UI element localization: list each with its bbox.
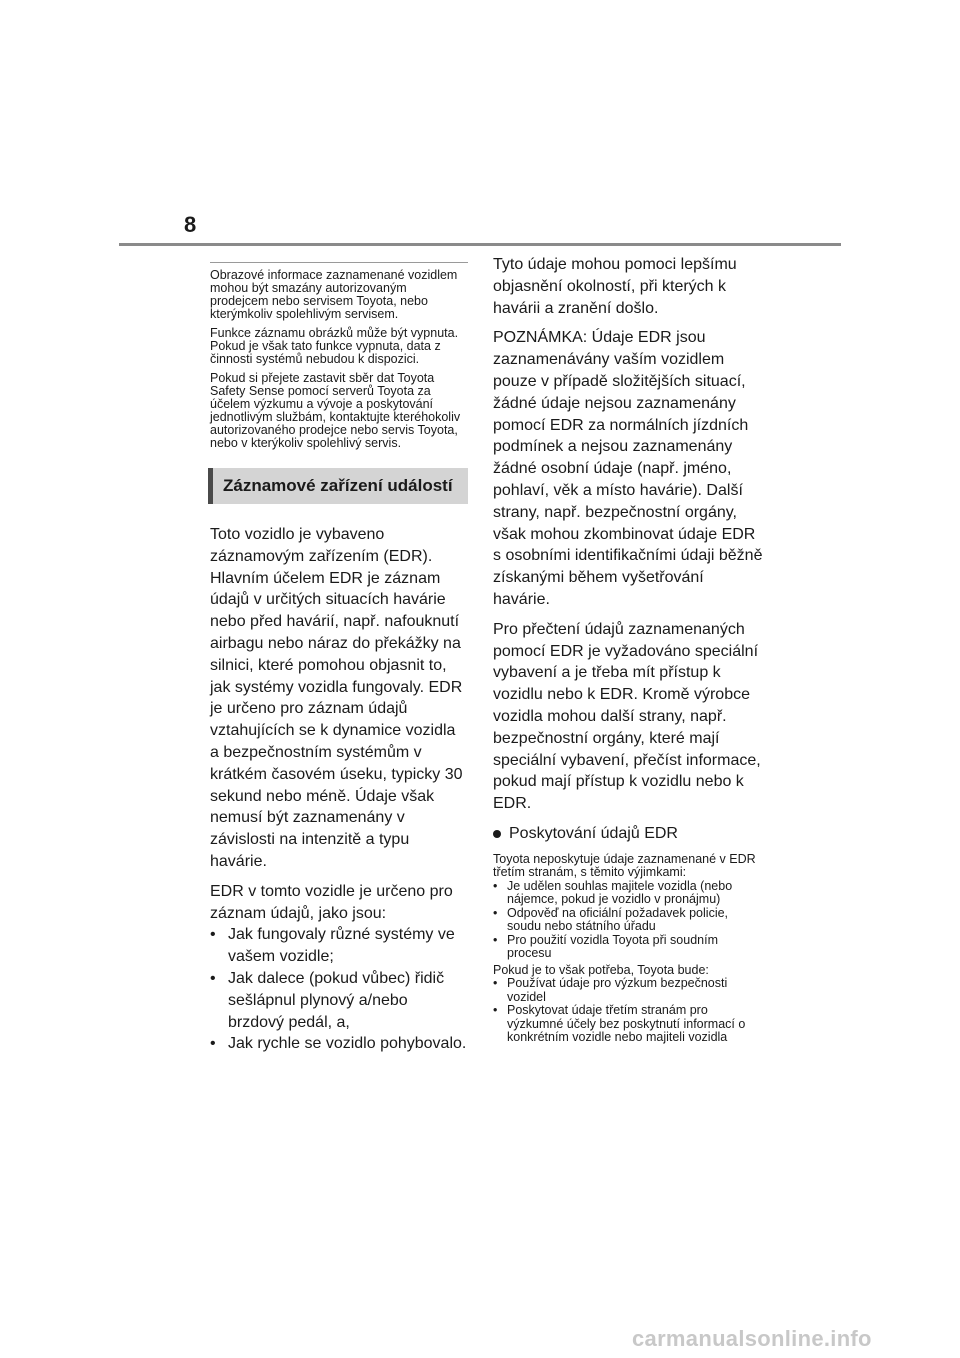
bullet-dot-icon: [493, 830, 501, 838]
header-divider: [119, 243, 841, 246]
body-paragraph: Pro přečtení údajů zaznamenaných pomocí EDR je vyžadováno speciální vybavení a je třeba mít přístup k vozidlu nebo k EDR. Kromě výrobce vozidla mohou další strany, např. bezpečnostní orgány, které mají speciální vybavení, přečíst informace, pokud mají přístup k vozidlu nebo k EDR.: [493, 620, 761, 813]
list-item: • Odpověď na oficiální požadavek policie, soudu nebo státního úřadu: [493, 907, 763, 934]
list-item: • Jak fungovaly různé systémy ve vašem vozidle;: [210, 924, 468, 968]
edr-data-list: [210, 924, 468, 1055]
edr-data-paragraph: EDR v tomto vozidle je určeno pro záznam údajů, jako jsou:: [210, 882, 453, 922]
subheading-text: Poskytování údajů EDR: [509, 824, 678, 842]
note-edr-paragraph: POZNÁMKA: Údaje EDR jsou zaznamenávány vaším vozidlem pouze v případě složitějších situací, žádné údaje nejsou zaznamenány pomocí EDR za normálních jízdních podmínek a nejsou zaznamenány žádné osobní údaje (např. jméno, pohlaví, věk a místo havárie). Další strany, např. bezpečnostní orgány, však mohou zkombinovat údaje EDR s osobními identifikačními údaji běžně získanými během vyšetřování havárie.: [493, 329, 763, 608]
disclosure-list: [493, 880, 763, 961]
body-paragraph: Tyto údaje mohou pomoci lepšímu objasnění okolností, při kterých k havárii a zranění došlo.: [493, 256, 737, 317]
list-item: • Pro použití vozidla Toyota při soudním procesu: [493, 934, 763, 961]
list-item: • Jak rychle se vozidlo pohybovalo.: [210, 1033, 468, 1055]
toyota-intro: Pokud je to však potřeba, Toyota bude:: [493, 962, 709, 977]
toyota-list: [493, 977, 763, 1045]
list-item: • Poskytovat údaje třetím stranám pro výzkumné účely bez poskytnutí informací o konkrétním vozidle nebo majiteli vozidla: [493, 1004, 763, 1045]
list-item: • Je udělen souhlas majitele vozidla (nebo nájemce, pokud je vozidlo v pronájmu): [493, 880, 763, 907]
section-title: Záznamové zařízení událostí: [208, 468, 468, 504]
disclosure-intro: Toyota neposkytuje údaje zaznamenané v EDR třetím stranám, s těmito výjimkami:: [493, 851, 756, 880]
watermark-url: carmanualsonline.info: [632, 1326, 872, 1351]
right-column: [493, 254, 763, 1048]
note-paragraph: Obrazové informace zaznamenané vozidlem mohou být smazány autorizovaným prodejcem nebo servisem Toyota, nebo kterýmkoliv spolehlivým servisem.: [210, 268, 458, 321]
note-paragraph: Funkce záznamu obrázků může být vypnuta. Pokud je však tato funkce vypnuta, data z činnosti systémů nebudou k dispozici.: [210, 326, 459, 366]
note-paragraph: Pokud si přejete zastavit sběr dat Toyota Safety Sense pomocí serverů Toyota za účelem výzkumu a vývoje a poskytování jednotlivým službám, kontaktujte kteréhokoliv autorizovaného prodejce nebo servis Toyota, nebo v kterýkoliv spolehlivý servis.: [210, 371, 461, 450]
list-item: • Jak dalece (pokud vůbec) řidič sešlápnul plynový a/nebo brzdový pedál, a,: [210, 968, 468, 1033]
left-column: [210, 262, 468, 1055]
subheading: [493, 823, 763, 845]
note-divider: [210, 262, 468, 263]
page-number: 8: [184, 212, 197, 237]
list-item: • Používat údaje pro výzkum bezpečnosti vozidel: [493, 977, 763, 1004]
edr-intro-paragraph: Toto vozidlo je vybaveno záznamovým zařízením (EDR). Hlavním účelem EDR je záznam údajů v určitých situacích havárie nebo před havárií, např. nafouknutí airbagu nebo náraz do překážky na silnici, které pomohou objasnit to, jak systémy vozidla fungovaly. EDR je určeno pro záznam údajů vztahujících se k dynamice vozidla a bezpečnostním systémům v krátkém časovém úseku, typicky 30 sekund nebo méně. Údaje však nemusí být zaznamenány v závislosti na intenzitě a typu havárie.: [210, 526, 463, 870]
